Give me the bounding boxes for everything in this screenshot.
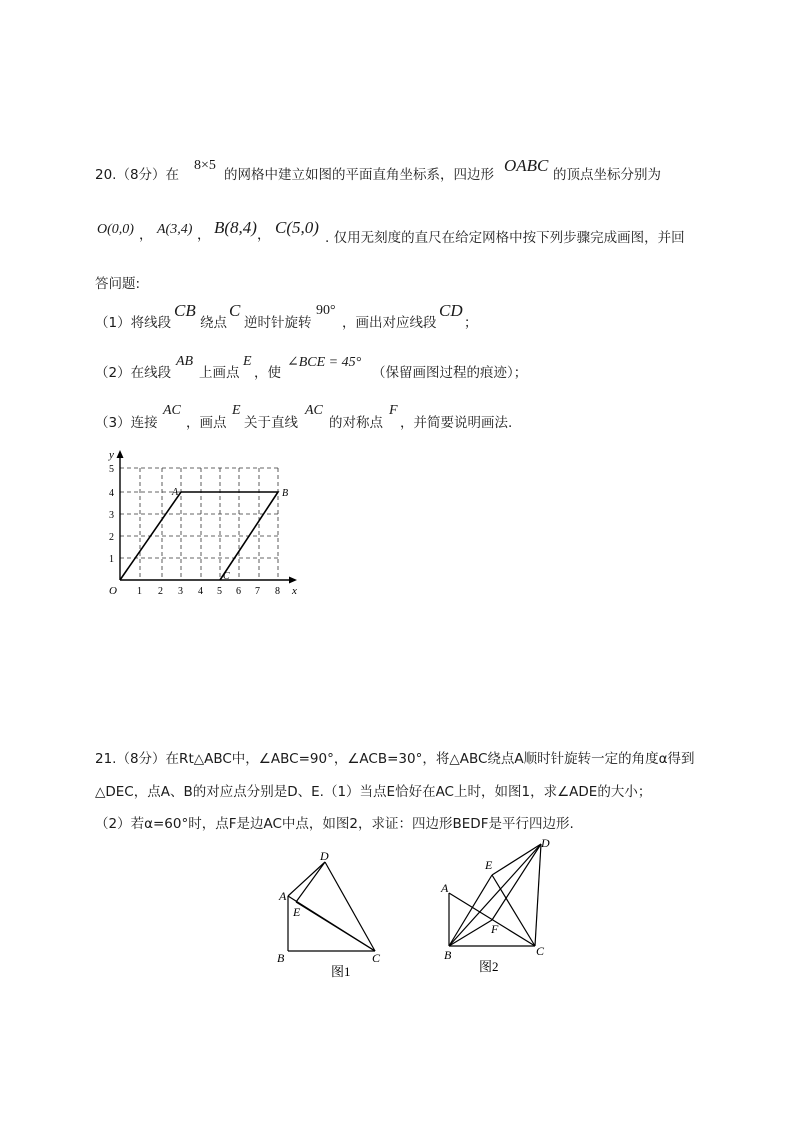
fig2-label-F: F	[491, 922, 499, 936]
q20-step3-e: ，并简要说明画法.	[400, 415, 513, 431]
q20-point-B: B(8,4)	[214, 218, 257, 237]
y-axis-label: y	[109, 449, 114, 461]
q21-line1: 21.（8分）在Rt△ABC中，∠ABC=90°，∠ACB=30°，将△ABC绕点A顺时针旋转一定的角度α得到	[95, 751, 695, 767]
y-tick-1: 1	[109, 554, 114, 565]
q20-text-d: 答问题:	[95, 276, 141, 292]
fig1-caption: 图1	[331, 964, 351, 979]
fig1-label-B: B	[277, 951, 285, 965]
q20-step2-a: （2）在线段	[95, 365, 172, 381]
y-tick-4: 4	[109, 488, 114, 499]
q20-step3-b: ，画点	[186, 415, 227, 431]
q20-text-c: . 仅用无刻度的直尺在给定网格中按下列步骤完成画图，并回	[325, 230, 685, 246]
x-tick-2: 2	[158, 586, 163, 597]
q20-step3-seg2: AC	[305, 403, 323, 418]
q20-step3-pt: E	[232, 403, 241, 418]
fig2-label-D: D	[541, 836, 550, 850]
fig2-label-B: B	[444, 948, 452, 962]
grid-lines	[120, 468, 278, 580]
x-axis-arrow-icon	[289, 577, 297, 584]
q20-step2-b: 上画点	[199, 365, 240, 381]
q20-step1-d: ，画出对应线段	[342, 315, 437, 331]
q20-step3-seg: AC	[163, 403, 181, 418]
fig1-label-D: D	[320, 849, 329, 863]
q20-text-a: 的网格中建立如图的平面直角坐标系，四边形	[224, 167, 494, 183]
fig2-label-C: C	[536, 944, 545, 958]
q20-step1-pt: C	[229, 301, 241, 320]
q20-point-O: O(0,0)	[97, 222, 134, 237]
q21-line2: △DEC，点A、B的对应点分别是D、E.（1）当点E恰好在AC上时，如图1，求∠ADE的大小；	[95, 784, 652, 800]
y-tick-5: 5	[109, 464, 114, 475]
q21-line3: （2）若α=60°时，点F是边AC中点，如图2，求证：四边形BEDF是平行四边形.	[95, 816, 574, 832]
x-tick-8: 8	[275, 586, 280, 597]
comma: ，	[139, 227, 153, 243]
x-tick-5: 5	[217, 586, 222, 597]
fig2-label-E: E	[485, 858, 493, 872]
y-tick-3: 3	[109, 510, 114, 521]
point-label-C: C	[223, 571, 230, 582]
comma: ，	[257, 227, 271, 243]
q20-step1-e: ；	[464, 315, 478, 331]
q20-step2-pt: E	[243, 354, 252, 369]
y-axis-arrow-icon	[117, 450, 124, 458]
fig1-label-E: E	[293, 905, 301, 919]
y-tick-2: 2	[109, 532, 114, 543]
figure-1	[268, 848, 398, 983]
fig1-label-C: C	[372, 951, 381, 965]
fig1-label-A: A	[279, 889, 287, 903]
fig2-label-A: A	[441, 881, 449, 895]
point-label-A: A	[172, 487, 179, 498]
q20-step1-b: 绕点	[200, 315, 227, 331]
q20-step3-a: （3）连接	[95, 415, 158, 431]
x-tick-7: 7	[255, 586, 260, 597]
x-axis-label: x	[292, 585, 297, 597]
q20-point-C: C(5,0)	[275, 218, 319, 237]
q20-step2-seg: AB	[176, 354, 194, 369]
q20-step2-c: ，使	[254, 365, 281, 381]
q20-step3-pt2: F	[389, 403, 398, 418]
x-tick-3: 3	[178, 586, 183, 597]
coordinate-grid-figure	[95, 445, 305, 600]
q20-quad: OABC	[504, 156, 549, 175]
x-tick-4: 4	[198, 586, 203, 597]
q20-step2-angle: ∠BCE = 45°	[287, 355, 362, 370]
figure-2	[437, 832, 562, 980]
q20-line1: 20.（8分）在	[95, 167, 180, 183]
fig2-caption: 图2	[479, 959, 499, 974]
point-label-B: B	[282, 488, 289, 499]
q20-point-A: A(3,4)	[157, 222, 193, 237]
q20-text-b: 的顶点坐标分别为	[553, 167, 661, 183]
q20-step1-seg2: CD	[439, 301, 463, 320]
q20-step2-d: （保留画图过程的痕迹）；	[372, 365, 528, 381]
q20-grid-size: 8×5	[194, 158, 216, 173]
comma: ，	[197, 227, 211, 243]
x-tick-6: 6	[236, 586, 241, 597]
x-tick-1: 1	[137, 586, 142, 597]
q20-step1-a: （1）将线段	[95, 315, 172, 331]
q20-step1-seg: CB	[174, 301, 196, 320]
q20-step1-angle: 90°	[316, 303, 336, 318]
q20-step1-c: 逆时针旋转	[244, 315, 312, 331]
origin-label: O	[109, 585, 117, 597]
q20-step3-d: 的对称点	[329, 415, 383, 431]
q20-step3-c: 关于直线	[244, 415, 298, 431]
